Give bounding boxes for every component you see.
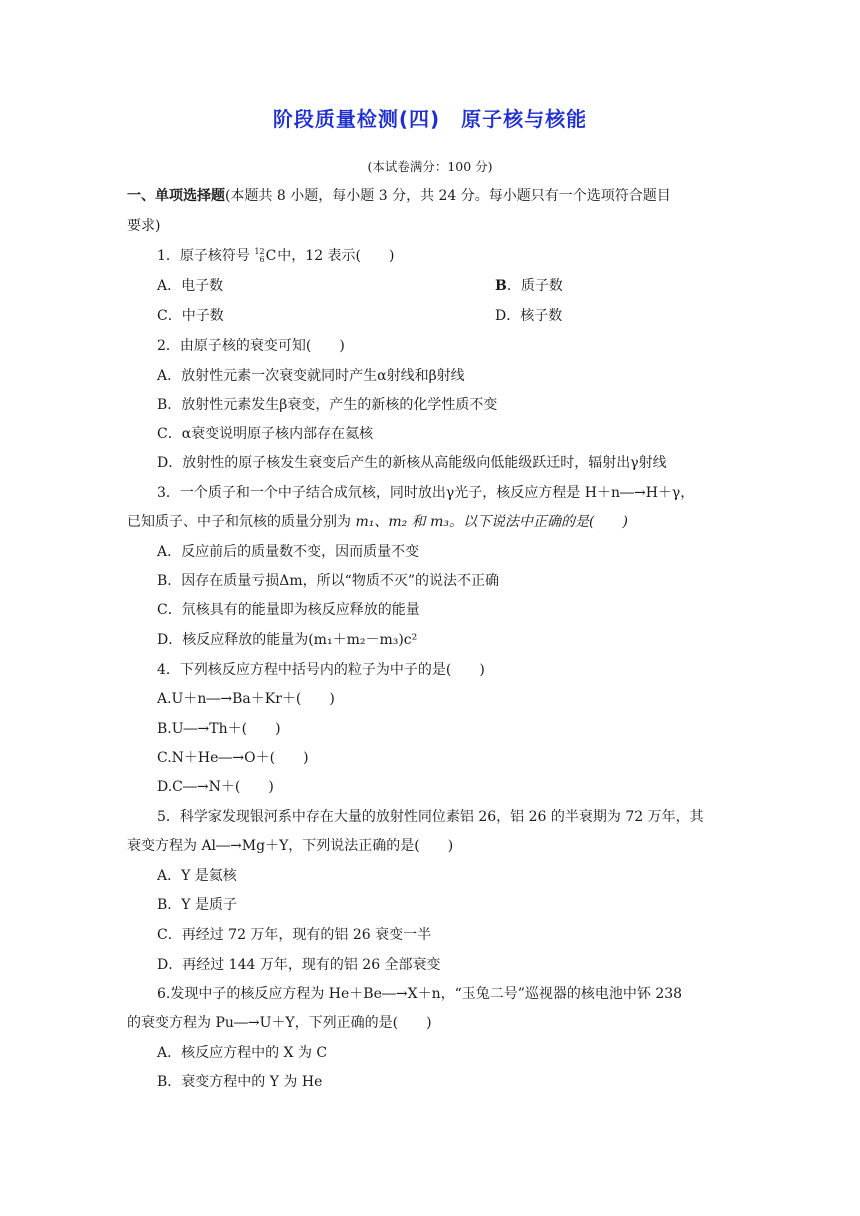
q3-line-2b: m₁、m₂ 和 m₃。以下说法中正确的是( ) — [355, 514, 628, 530]
q1-option-b — [495, 276, 563, 296]
q3-option-c: C．氘核具有的能量即为核反应释放的能量 — [157, 602, 420, 618]
q1-nuclide — [254, 246, 276, 266]
q6-option-b: B．衰变方程中的 Y 为 He — [157, 1074, 323, 1090]
q4-option-a: A.U＋n―→Ba＋Kr＋( ) — [157, 691, 335, 707]
section-desc-2: 要求) — [127, 218, 161, 234]
q5-line-2: 衰变方程为 Al―→Mg＋Y，下列说法正确的是( ) — [127, 838, 454, 854]
q1-stem-b: 中，12 表示( ) — [277, 248, 395, 264]
q1-option-b-letter: B — [495, 278, 507, 294]
q3-option-a: A．反应前后的质量数不变，因而质量不变 — [157, 544, 420, 560]
section-desc-1: (本题共 8 小题，每小题 3 分，共 24 分。每小题只有一个选项符合题目 — [225, 188, 671, 204]
q4-option-b: B.U―→Th＋( ) — [157, 721, 281, 737]
q3-option-b: B．因存在质量亏损Δm，所以“物质不灭”的说法不正确 — [157, 573, 499, 589]
q5-option-a: A．Y 是氦核 — [157, 868, 237, 884]
q3-line-1 — [157, 483, 694, 503]
q3-line-2a: 已知质子、中子和氘核的质量分别为 — [127, 514, 351, 530]
q1-option-c: C．中子数 — [157, 308, 224, 324]
q1-nuclide-number: 6 — [259, 255, 265, 264]
q4-option-c: C.N＋He―→O＋( ) — [157, 750, 309, 766]
q3-option-d: D．核反应释放的能量为(m₁＋m₂－m₃)c² — [157, 632, 418, 648]
q6-line-2: 的衰变方程为 Pu―→U＋Y，下列正确的是( ) — [127, 1015, 432, 1031]
q3-equation: H＋n―→H＋γ， — [584, 485, 695, 501]
q1-nuclide-symbol: C — [265, 248, 277, 264]
page-title: 阶段质量检测(四) 原子核与核能 — [272, 107, 588, 131]
q1-stem — [157, 246, 394, 266]
q2-stem: 2．由原子核的衰变可知( ) — [157, 338, 345, 354]
q2-option-a: A．放射性元素一次衰变就同时产生α射线和β射线 — [157, 368, 465, 384]
q2-option-c: C．α衰变说明原子核内部存在氦核 — [157, 426, 374, 442]
section-heading — [127, 186, 671, 206]
q2-option-d: D．放射性的原子核发生衰变后产生的新核从高能级向低能级跃迁时，辐射出γ射线 — [157, 455, 667, 471]
q4-stem: 4．下列核反应方程中括号内的粒子为中子的是( ) — [157, 662, 485, 678]
q2-option-b: B．放射性元素发生β衰变，产生的新核的化学性质不变 — [157, 397, 498, 413]
q5-line-1: 5．科学家发现银河系中存在大量的放射性同位素铝 26，铝 26 的半衰期为 72 万年，其 — [157, 809, 704, 825]
q3-line-2 — [127, 512, 628, 532]
q1-option-b-text: ．质子数 — [506, 278, 563, 294]
q5-option-b: B．Y 是质子 — [157, 897, 237, 913]
q3-line-1-text: 3．一个质子和一个中子结合成氘核，同时放出γ光子，核反应方程是 — [157, 485, 581, 501]
q1-nuclide-mass: 12 — [254, 247, 265, 256]
page-subtitle: (本试卷满分：100 分) — [367, 159, 493, 174]
q6-line-1: 6.发现中子的核反应方程为 He＋Be―→X＋n，“玉兔二号”巡视器的核电池中钚 238 — [157, 986, 683, 1002]
q1-option-a: A．电子数 — [157, 278, 224, 294]
q6-option-a: A．核反应方程中的 X 为 C — [157, 1045, 328, 1061]
q5-option-c: C．再经过 72 万年，现有的铝 26 衰变一半 — [157, 927, 432, 943]
q4-option-d: D.C―→N＋( ) — [157, 779, 274, 795]
section-label: 一、单项选择题 — [127, 188, 225, 204]
q5-option-d: D．再经过 144 万年，现有的铝 26 全部衰变 — [157, 957, 441, 973]
q1-option-d: D．核子数 — [495, 308, 563, 324]
q1-stem-a: 1．原子核符号 — [157, 248, 250, 264]
